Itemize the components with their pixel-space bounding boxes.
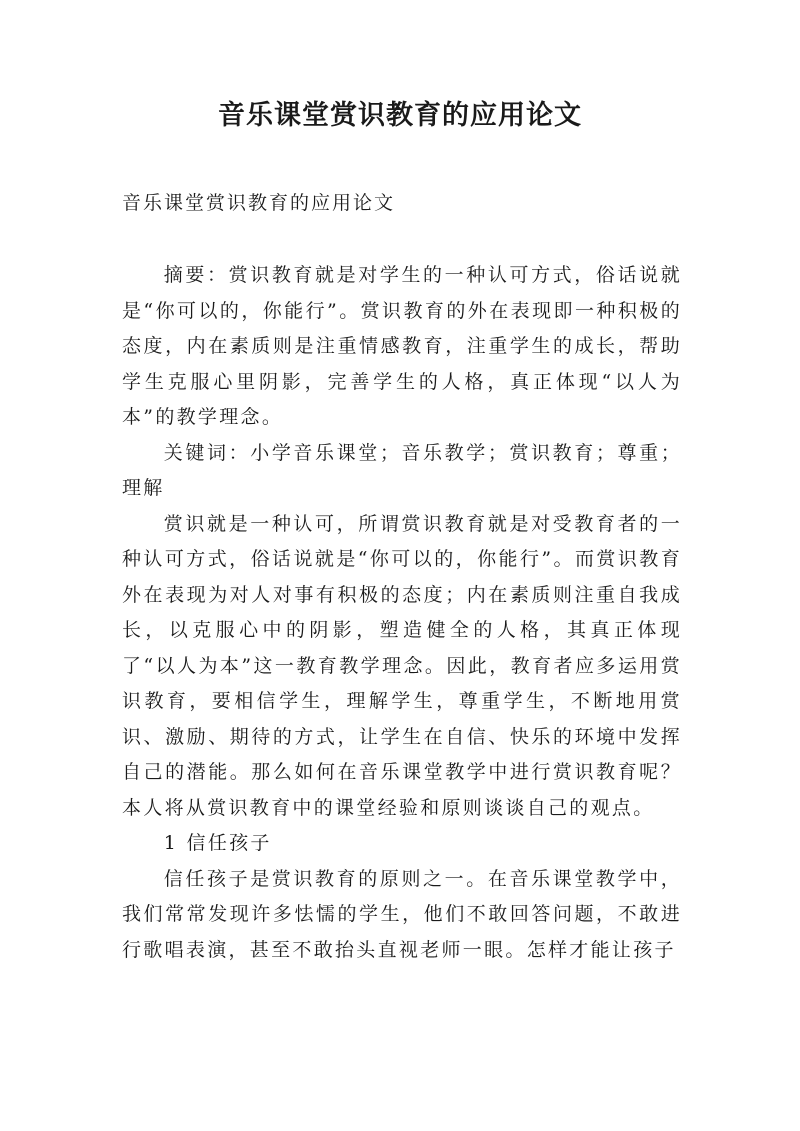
keywords-paragraph: 关键词：小学音乐课堂；音乐教学；赏识教育；尊重；理解	[122, 441, 682, 499]
intro-paragraph: 赏识就是一种认可，所谓赏识教育就是对受教育者的一种认可方式，俗话说就是“你可以的，你能行”。而赏识教育外在表现为对人对事有积极的态度；内在素质则注重自我成长，以克服心中的阴影，塑造健全的人格，其真正体现了“以人为本”这一教育教学理念。因此，教育者应多运用赏识教育，要相信学生，理解学生，尊重学生，不断地用赏识、激励、期待的方式，让学生在自信、快乐的环境中发挥自己的潜能。那么如何在音乐课堂教学中进行赏识教育呢？本人将从赏识教育中的课堂经验和原则谈谈自己的观点。	[122, 512, 682, 819]
document-subtitle: 音乐课堂赏识教育的应用论文	[122, 192, 396, 214]
section-paragraph: 信任孩子是赏识教育的原则之一。在音乐课堂教学中，我们常常发现许多怯懦的学生，他们不敢回答问题，不敢进行歌唱表演，甚至不敢抬头直视老师一眼。怎样才能让孩子	[122, 867, 682, 961]
document-body	[122, 258, 682, 968]
abstract-paragraph: 摘要：赏识教育就是对学生的一种认可方式，俗话说就是“你可以的，你能行”。赏识教育的外在表现即一种积极的态度，内在素质则是注重情感教育，注重学生的成长，帮助学生克服心里阴影，完善学生的人格，真正体现“以人为本”的教学理念。	[122, 264, 682, 428]
document-title: 音乐课堂赏识教育的应用论文	[218, 100, 582, 131]
section-heading: 1 信任孩子	[163, 832, 272, 854]
